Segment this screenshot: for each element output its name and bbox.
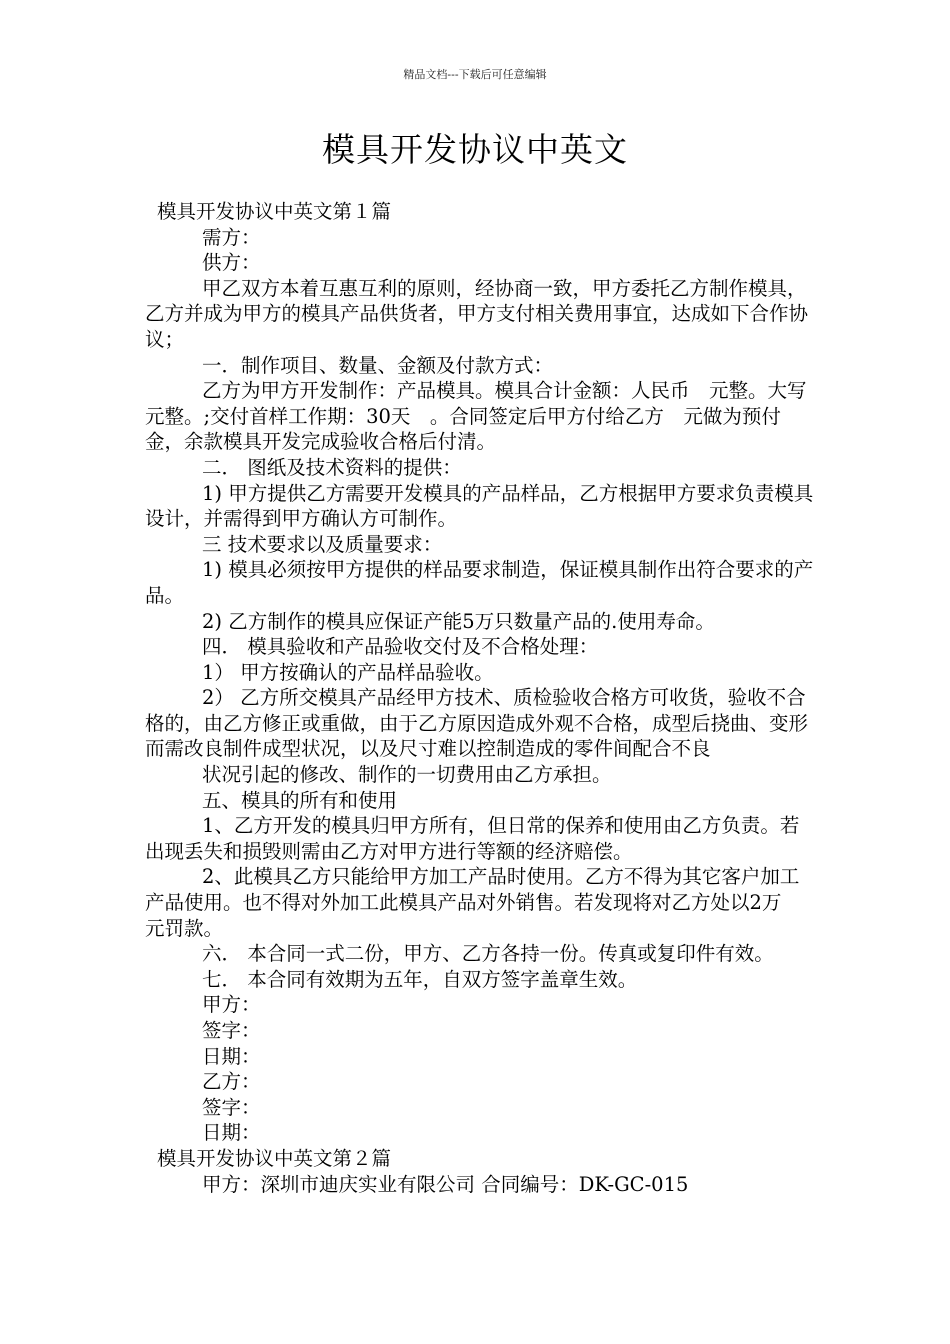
paragraph: 1) 甲方提供乙方需要开发模具的产品样品，乙方根据甲方要求负责模具设计，并需得到甲方确认方可制作。 <box>145 481 814 531</box>
section-heading: 模具开发协议中英文第２篇 <box>157 1146 392 1170</box>
form-field-line: 签字： <box>202 1019 261 1042</box>
document-body <box>145 199 827 1197</box>
paragraph: 1) 模具必须按甲方提供的样品要求制造，保证模具制作出符合要求的产品。 <box>145 558 814 607</box>
paragraph: 六． 本合同一式二份，甲方、乙方各持一份。传真或复印件有效。 <box>202 942 774 966</box>
paragraph: 1、乙方开发的模具归甲方所有，但日常的保养和使用由乙方负责。若出现丢失和损毁则需由乙方对甲方进行等额的经济赔偿。 <box>145 814 800 863</box>
section-heading: 模具开发协议中英文第１篇 <box>157 200 392 223</box>
form-field-line: 甲方： <box>202 993 261 1017</box>
form-field-line: 日期： <box>202 1121 261 1145</box>
form-field-line: 需方： <box>202 225 261 249</box>
paragraph: 七． 本合同有效期为五年，自双方签字盖章生效。 <box>202 967 638 991</box>
page-header: 精品文档---下载后可任意编辑 <box>403 68 547 81</box>
paragraph: 一．制作项目、数量、金额及付款方式： <box>202 353 554 377</box>
form-field-line: 甲方：深圳市迪庆实业有限公司 合同编号：DK-GC-015 <box>202 1172 689 1196</box>
paragraph: 2) 乙方制作的模具应保证产能5万只数量产品的.使用寿命。 <box>202 609 715 633</box>
paragraph: 三 技术要求以及质量要求： <box>202 532 443 556</box>
form-field-line: 签字： <box>202 1095 261 1119</box>
form-field-line: 状况引起的修改、制作的一切费用由乙方承担。 <box>202 763 612 787</box>
paragraph: 二． 图纸及技术资料的提供： <box>202 455 462 479</box>
paragraph: 甲乙双方本着互惠互利的原则，经协商一致，甲方委托乙方制作模具，乙方并成为甲方的模具产品供货者，甲方支付相关费用事宜，达成如下合作协议； <box>145 276 809 351</box>
paragraph: 1） 甲方按确认的产品样品验收。 <box>202 660 494 684</box>
paragraph: 2、此模具乙方只能给甲方加工产品时使用。乙方不得为其它客户加工产品使用。也不得对外加工此模具产品对外销售。若发现将对乙方处以2万 元罚款。 <box>145 865 821 940</box>
document-title: 模具开发协议中英文 <box>322 130 628 169</box>
paragraph: 2） 乙方所交模具产品经甲方技术、质检验收合格方可收货，验收不合格的，由乙方修正或重做，由于乙方原因造成外观不合格，成型后挠曲、变形而需改良制件成型状况，以及尺寸难以控制造成的零件间配合不良 <box>145 686 809 761</box>
form-field-line: 乙方： <box>202 1070 261 1094</box>
paragraph: 四． 模具验收和产品验收交付及不合格处理： <box>202 635 599 659</box>
form-field-line: 日期： <box>202 1044 261 1068</box>
form-field-line: 供方： <box>202 251 261 275</box>
paragraph: 五、模具的所有和使用 <box>202 788 398 812</box>
paragraph: 乙方为甲方开发制作：产品模具。模具合计金额：人民币 元整。大写 元整。;交付首样工作期：30天 。合同签定后甲方付给乙方 元做为预付金，余款模具开发完成验收合格后付清。 <box>145 379 827 454</box>
